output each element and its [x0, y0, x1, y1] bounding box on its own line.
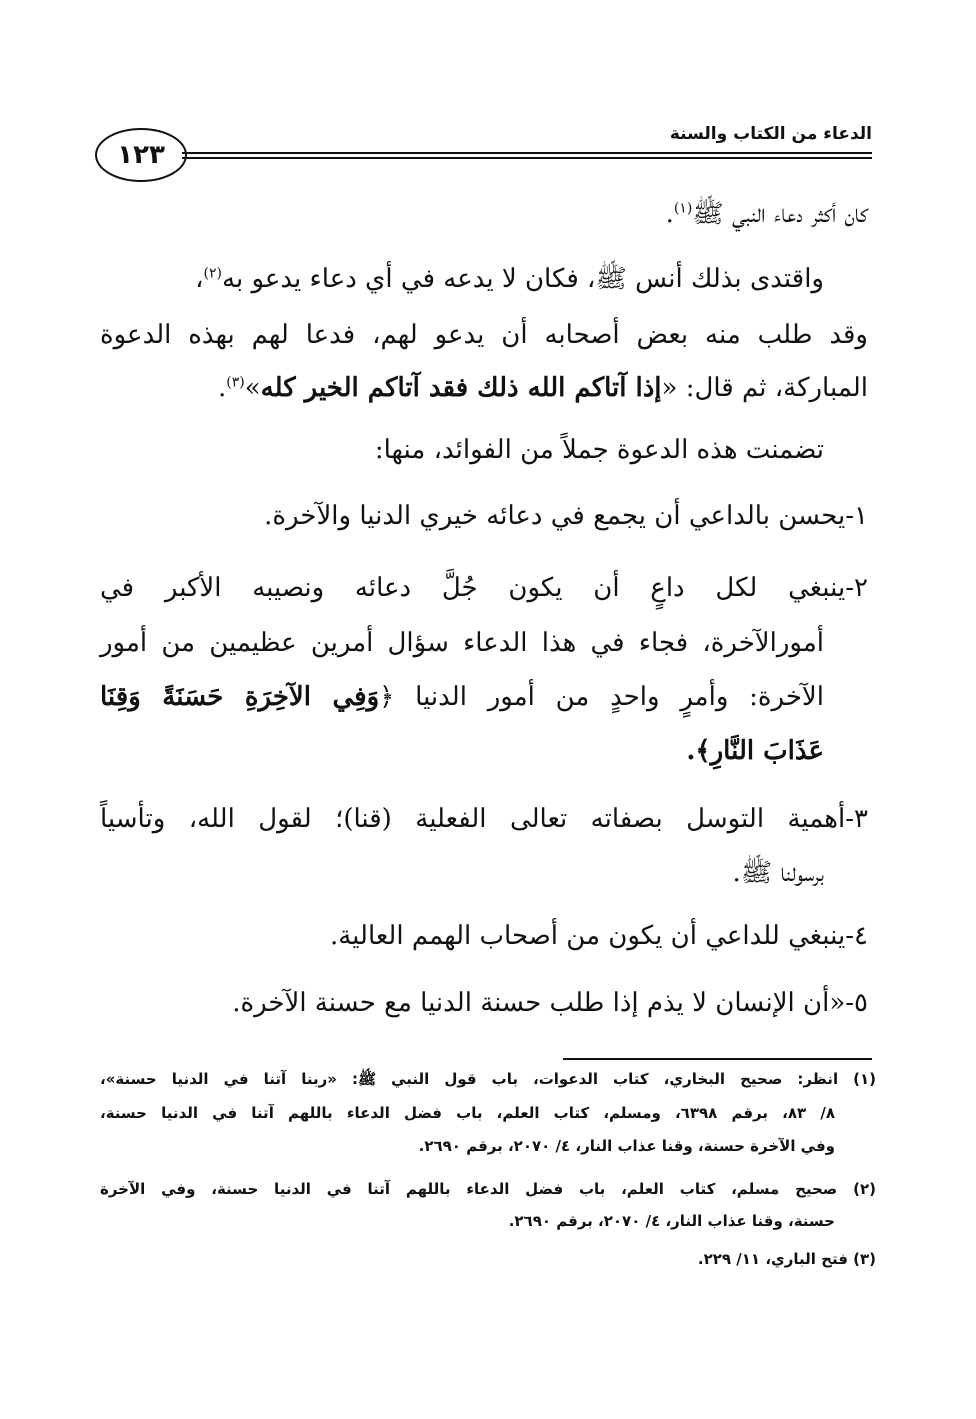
list-item-5: ٥-«أن الإنسان لا يذم إذا طلب حسنة الدنيا مع حسنة الآخرة. — [232, 988, 868, 1018]
text: الآخرة: وأمرٍ واحدٍ من أمور الدنيا ﴿ — [379, 682, 824, 712]
paragraph-2-line-1 — [195, 266, 824, 292]
header-rule-thin — [182, 157, 872, 159]
footnote-2-line-2: حسنة، وقنا عذاب النار، ٤/ ٢٠٧٠، برقم ٢٦٩٠. — [508, 1212, 835, 1230]
hadith-quote: إذا آتاكم الله ذلك فقد آتاكم الخير كله — [260, 373, 662, 403]
list-item-3-line-2: برسولنا ﷺ. — [732, 858, 824, 888]
page-number: ١٢٣ — [117, 140, 165, 170]
list-item-2-line-1: ٢-ينبغي لكل داعٍ أن يكون جُلَّ دعائه ونصيبه الأكبر في — [100, 573, 868, 603]
footnote-1-line-3: وفي الآخرة حسنة، وقنا عذاب النار، ٤/ ٢٠٧٠، برقم ٢٦٩٠. — [418, 1137, 835, 1155]
footnote-ref-2: (٢) — [203, 265, 223, 282]
footnote-ref-3: (٣) — [226, 374, 245, 391]
list-item-2-line-4: عَذَابَ النَّارِ﴾. — [686, 736, 824, 766]
quran-verse: وَفِي الآخِرَةِ حَسَنَةً وَقِنَا — [100, 682, 380, 712]
text: المباركة، ثم قال: « — [661, 373, 868, 403]
text: ، — [195, 264, 204, 294]
footnote-2-line-1: (٢) صحيح مسلم، كتاب العلم، باب فضل الدعاء باللهم آتنا في الدنيا حسنة، وفي الآخرة — [100, 1180, 876, 1198]
footnote-ref-1: (١) — [673, 200, 693, 217]
body-line-1 — [666, 201, 868, 227]
text: . — [217, 373, 227, 403]
page-number-oval — [95, 128, 187, 182]
paragraph-3: تضمنت هذه الدعوة جملاً من الفوائد، منها: — [374, 435, 824, 465]
text: كان أكثر دعاء النبي ﷺ — [692, 199, 868, 229]
text: » — [244, 373, 261, 403]
text: . — [665, 199, 674, 229]
header-rule-thick — [182, 152, 872, 154]
list-item-4: ٤-ينبغي للداعي أن يكون من أصحاب الهمم العالية. — [329, 921, 868, 951]
footnote-3-line-1: (٣) فتح الباري، ١١/ ٢٢٩. — [697, 1250, 876, 1268]
list-item-3-line-1: ٣-أهمية التوسل بصفاته تعالى الفعلية (قنا)؛ لقول الله، وتأسياً — [100, 804, 868, 834]
footnote-1-line-1: (١) انظر: صحيح البخاري، كتاب الدعوات، باب قول النبي ﷺ: «ربنا آتنا في الدنيا حسنة»، — [100, 1070, 876, 1088]
footnote-1-line-2: ٨/ ٨٣، برقم ٦٣٩٨، ومسلم، كتاب العلم، باب فضل الدعاء باللهم آتنا في الدنيا حسنة، — [100, 1104, 835, 1122]
paragraph-2-line-3 — [218, 375, 868, 401]
list-item-2-line-2: أمورالآخرة، فجاء في هذا الدعاء سؤال أمرين عظيمين من أمور — [100, 628, 824, 658]
paragraph-2-line-2: وقد طلب منه بعض أصحابه أن يدعو لهم، فدعا لهم بهذه الدعوة — [100, 320, 868, 350]
running-header-title: الدعاء من الكتاب والسنة — [669, 124, 872, 144]
text: واقتدى بذلك أنس ﷺ، فكان لا يدعه في أي دعاء يدعو به — [222, 264, 824, 294]
footnote-separator — [563, 1058, 872, 1060]
list-item-2-line-3 — [100, 684, 824, 710]
list-item-1: ١-يحسن بالداعي أن يجمع في دعائه خيري الدنيا والآخرة. — [264, 501, 868, 531]
